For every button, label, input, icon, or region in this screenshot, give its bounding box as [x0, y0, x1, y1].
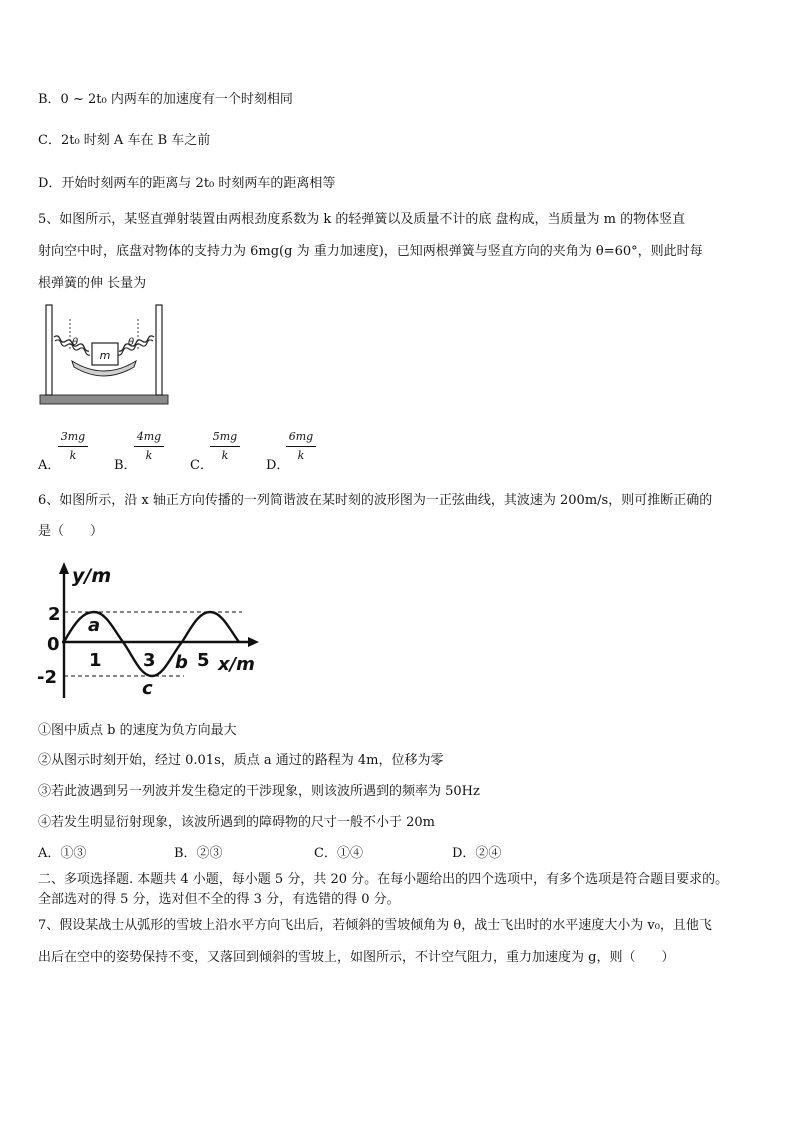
section2-instructions-line1: 二、多项选择题. 本题共 4 小题，每小题 5 分，共 20 分。在每小题给出的四个选项中，有多个选项是符合题目要求的。: [38, 872, 729, 887]
q6-choice-b: B．②③: [174, 846, 223, 861]
q5-option-c-numerator: 5mg: [210, 430, 240, 447]
q6-choice-c: C．①④: [314, 846, 363, 861]
wave-graph-ytick-0: 0: [47, 634, 60, 655]
figure-theta-left: θ: [72, 337, 79, 348]
q5-stem-line1: 5、如图所示，某竖直弹射装置由两根劲度系数为 k 的轻弹簧以及质量不计的底 盘构成，当质量为 m 的物体竖直: [38, 212, 686, 227]
q7-stem-line2: 出后在空中的姿势保持不变，又落回到倾斜的雪坡上，如图所示，不计空气阻力，重力加速度为 g，则（ ）: [38, 950, 675, 965]
section2-instructions-line2: 全部选对的得 5 分，选对但不全的得 3 分，有选错的得 0 分。: [38, 892, 400, 907]
q4-option-c: C．2t₀ 时刻 A 车在 B 车之前: [38, 133, 211, 148]
q6-stem-line2: 是（ ）: [38, 524, 104, 539]
q5-stem-line2: 射向空中时，底盘对物体的支持力为 6mg(g 为 重力加速度)，已知两根弹簧与竖直方向的夹角为 θ=60°，则此时每: [38, 244, 703, 259]
q6-choice-d: D．②④: [452, 846, 502, 861]
q6-choice-a: A．①③: [38, 846, 87, 861]
figure-theta-right: θ: [128, 337, 135, 348]
q5-option-b-numerator: 4mg: [134, 430, 164, 447]
figure-right-wall: [156, 305, 162, 395]
q5-option-a-denominator: k: [69, 449, 77, 462]
q5-option-b-denominator: k: [145, 449, 153, 462]
q6-statement-2: ②从图示时刻开始，经过 0.01s，质点 a 通过的路程为 4m，位移为零: [38, 753, 444, 768]
q6-statement-4: ④若发生明显衍射现象，该波所遇到的障碍物的尺寸一般不小于 20m: [38, 815, 436, 830]
q5-option-a-numerator: 3mg: [58, 430, 88, 447]
wave-graph: [34, 558, 264, 700]
wave-point-c: c: [142, 678, 153, 699]
q6-stem-line1: 6、如图所示，沿 x 轴正方向传播的一列简谐波在某时刻的波形图为一正弦曲线，其波速为 200m/s，则可推断正确的: [38, 493, 713, 508]
wave-graph-xtick-5: 5: [197, 650, 210, 671]
figure-left-wall: [46, 305, 52, 395]
q7-stem-line1: 7、假设某战士从弧形的雪坡上沿水平方向飞出后，若倾斜的雪坡倾角为 θ，战士飞出时的水平速度大小为 v₀，且他飞: [38, 918, 712, 933]
wave-point-b: b: [175, 652, 188, 673]
wave-graph-ytick-neg2: -2: [37, 667, 57, 688]
q5-option-d-denominator: k: [297, 449, 305, 462]
wave-graph-x-label: x/m: [218, 654, 255, 675]
q5-stem-line3: 根弹簧的伸 长量为: [38, 276, 147, 291]
q6-statement-3: ③若此波遇到另一列波并发生稳定的干涉现象，则该波所遇到的频率为 50Hz: [38, 784, 480, 799]
wave-point-a: a: [88, 615, 101, 636]
wave-graph-y-label: y/m: [72, 565, 112, 587]
q6-statement-1: ①图中质点 b 的速度为负方向最大: [38, 723, 237, 738]
wave-graph-ytick-2: 2: [48, 604, 61, 625]
wave-graph-xtick-1: 1: [89, 650, 102, 671]
q5-option-d-label: D．: [266, 458, 290, 473]
q5-option-c-label: C．: [190, 458, 213, 473]
figure-base: [40, 395, 168, 404]
figure-mass-label: m: [99, 349, 111, 362]
q4-option-b: B．0 ~ 2t₀ 内两车的加速度有一个时刻相同: [38, 92, 293, 107]
q5-option-c-denominator: k: [221, 449, 229, 462]
wave-graph-xtick-3: 3: [143, 650, 156, 671]
spring-launcher-figure: [38, 303, 172, 409]
q5-option-a-label: A．: [38, 458, 61, 473]
q5-option-b-label: B．: [114, 458, 137, 473]
q4-option-d: D．开始时刻两车的距离与 2t₀ 时刻两车的距离相等: [38, 176, 336, 191]
q5-option-d-numerator: 6mg: [286, 430, 316, 447]
